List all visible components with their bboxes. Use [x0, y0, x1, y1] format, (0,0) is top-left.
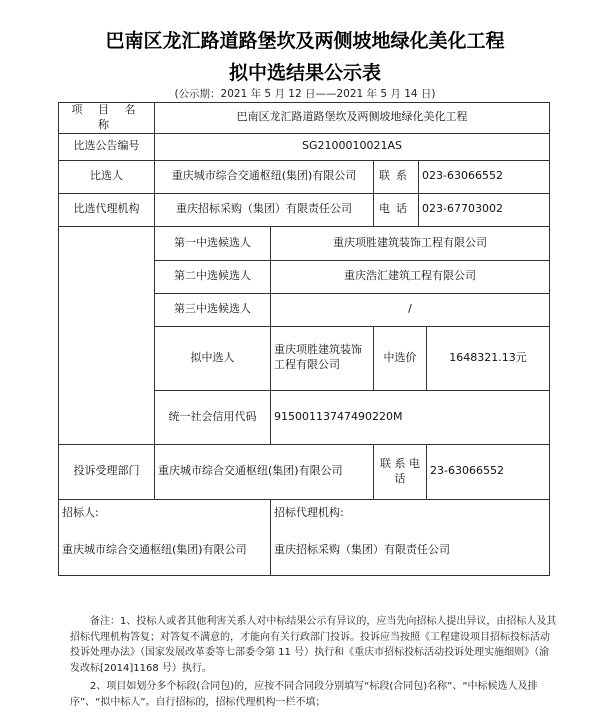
candidates-blank-cell — [59, 226, 155, 444]
notice-number-value: SG2100010021AS — [155, 133, 550, 160]
note-2: 2、项目如划分多个标段(合同包)的，应按不同合同段分别填写“标段(合同包)名称”、“中标候选人及排序”、“拟中标人”。自行招标的，招标代理机构一栏不填； — [70, 681, 538, 708]
table-row — [59, 103, 550, 134]
candidate1-label: 第一中选候选人 — [155, 226, 271, 260]
tenderer-value: 重庆城市综合交通枢纽(集团)有限公司 — [62, 542, 247, 556]
contact-label: 联系 — [374, 160, 419, 193]
agency-phone: 023-67703002 — [419, 193, 550, 226]
selector-phone: 023-63066552 — [419, 160, 550, 193]
tender-agency-label: 招标代理机构: — [274, 505, 344, 519]
project-name-value: 巴南区龙汇路道路堡坎及两侧坡地绿化美化工程 — [155, 103, 550, 134]
tender-agency-cell — [271, 499, 550, 575]
candidate2-label: 第二中选候选人 — [155, 260, 271, 293]
price-label: 中选价 — [374, 326, 427, 390]
publicity-period: (公示期：2021 年 5 月 12 日——2021 年 5 月 14 日) — [174, 88, 436, 100]
table-row — [59, 133, 550, 160]
candidate2-value: 重庆浩汇建筑工程有限公司 — [271, 260, 550, 293]
phone-label: 电话 — [374, 193, 419, 226]
project-name-label: 项 目 名 称 — [59, 103, 155, 134]
credit-code-value: 91500113747490220M — [271, 390, 550, 444]
notice-number-label: 比选公告编号 — [59, 133, 155, 160]
table-row — [59, 226, 550, 260]
candidate3-value: / — [271, 293, 550, 326]
complaint-dept-value: 重庆城市综合交通枢纽(集团)有限公司 — [155, 444, 374, 499]
complaint-phone: 23-63066552 — [427, 444, 550, 499]
tenderer-label: 招标人: — [62, 505, 99, 519]
price-value: 1648321.13元 — [427, 326, 550, 390]
table-row — [59, 499, 550, 575]
complaint-contact-label: 联 系 电 话 — [374, 444, 427, 499]
tenderer-cell — [59, 499, 271, 575]
document-subtitle: 拟中选结果公示表 — [228, 62, 381, 84]
proposed-winner-value: 重庆项胜建筑装饰工程有限公司 — [271, 326, 374, 390]
selector-label: 比选人 — [59, 160, 155, 193]
selector-value: 重庆城市综合交通枢纽(集团)有限公司 — [155, 160, 374, 193]
table-row — [59, 160, 550, 193]
note-1: 备注：1、投标人或者其他利害关系人对中标结果公示有异议的，应当先向招标人提出异议，由招标人及其招标代理机构答复；对答复不满意的，才能向有关行政部门投诉。投诉应当按照《工程建设项目招标投标活动投诉处理办法》（国家发展改革委等七部委令第 11 号）执行和《重庆市招标投标活动投诉处理实施细则》（渝发改标[2014]1168 号）执行。 — [70, 616, 557, 674]
proposed-winner-label: 拟中选人 — [155, 326, 271, 390]
table-row — [59, 193, 550, 226]
notes — [70, 614, 558, 710]
candidate1-value: 重庆项胜建筑装饰工程有限公司 — [271, 226, 550, 260]
agency-label: 比选代理机构 — [59, 193, 155, 226]
candidate3-label: 第三中选候选人 — [155, 293, 271, 326]
result-table — [58, 102, 550, 576]
table-row — [59, 444, 550, 499]
document-title: 巴南区龙汇路道路堡坎及两侧坡地绿化美化工程 — [105, 30, 505, 52]
complaint-dept-label: 投诉受理部门 — [59, 444, 155, 499]
tender-agency-value: 重庆招标采购（集团）有限责任公司 — [274, 542, 450, 556]
credit-code-label: 统一社会信用代码 — [155, 390, 271, 444]
agency-value: 重庆招标采购（集团）有限责任公司 — [155, 193, 374, 226]
